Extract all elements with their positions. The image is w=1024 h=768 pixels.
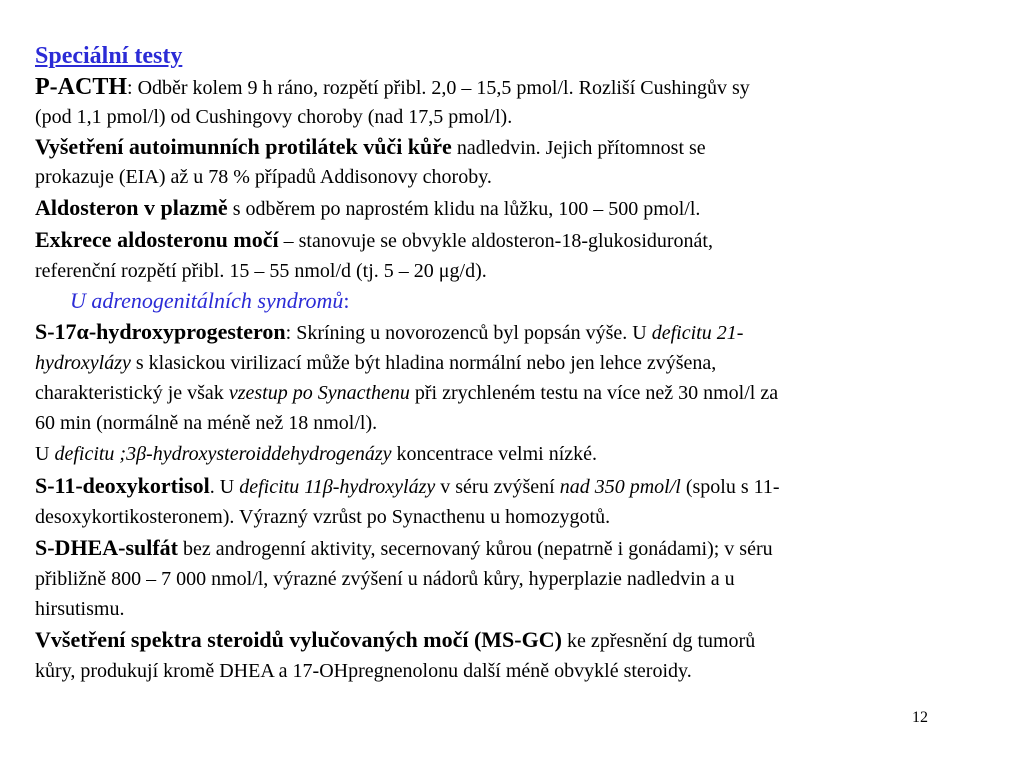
autoimmune-text-1: nadledvin. Jejich přítomnost se xyxy=(451,137,706,159)
s17-label: S-17α-hydroxyprogesteron xyxy=(35,319,286,344)
dhea-line-3 xyxy=(35,594,1000,624)
msgc-line-2 xyxy=(35,656,1000,686)
s11-text-1: . U xyxy=(209,476,240,498)
pacth-colon: : xyxy=(127,77,133,99)
msgc-text-2: kůry, produkují kromě DHEA a 17-OHpregnenolonu další méně obvyklé steroidy. xyxy=(35,660,692,682)
msgc-text-1: ke zpřesnění dg tumorů xyxy=(561,630,756,652)
s11-line-1 xyxy=(35,470,1000,502)
aldosterone-urine-text-2: referenční rozpětí přibl. 15 – 55 nmol/d (tj. 5 – 20 μg/d). xyxy=(35,260,487,282)
s17-line-1 xyxy=(35,316,1000,348)
aldosterone-urine-text-1: – stanovuje se obvykle aldosteron-18-glukosiduronát, xyxy=(278,230,713,252)
aldosterone-urine-line-1 xyxy=(35,224,1000,256)
dhea-label: S-DHEA-sulfát xyxy=(35,535,179,560)
subheading-text: U adrenogenitálních syndromů xyxy=(70,288,344,313)
s17-text-1: Skríning u novorozenců byl popsán výše. U xyxy=(291,322,652,344)
page-number: 12 xyxy=(912,709,928,726)
s17-text-3: charakteristický je však xyxy=(35,382,229,404)
dhea-text-1: bez androgenní aktivity, secernovaný kůrou (nepatrně i gonádami); v séru xyxy=(178,538,773,560)
s17-text-4: při zrychleném testu na více než 30 nmol/l za xyxy=(409,382,779,404)
aldosterone-urine-label: Exkrece aldosteronu močí xyxy=(35,227,279,252)
pacth-text-1: Odběr kolem 9 h ráno, rozpětí přibl. 2,0 – 15,5 pmol/l. Rozliší Cushingův sy xyxy=(132,77,750,99)
s17-line-4 xyxy=(35,408,1000,438)
aldosterone-plasma-text: s odběrem po naprostém klidu na lůžku, 100 – 500 pmol/l. xyxy=(227,198,701,220)
s17-colon: : xyxy=(285,322,292,344)
dhea-line-2 xyxy=(35,564,1000,594)
s11-line-2 xyxy=(35,502,1000,532)
autoimmune-label: Vyšetření autoimunních protilátek vůči kůře xyxy=(35,134,452,159)
s17-line-3 xyxy=(35,378,1000,408)
aldosterone-plasma-label: Aldosteron v plazmě xyxy=(35,195,228,220)
subheading xyxy=(35,288,349,313)
beta3-line xyxy=(35,438,1000,470)
slide-title: Speciální testy xyxy=(35,43,183,69)
pacth-label: P-ACTH xyxy=(35,74,127,100)
autoimmune-text-2: prokazuje (EIA) až u 78 % případů Addisonovy choroby. xyxy=(35,166,492,188)
s17-text-5: 60 min (normálně na méně než 18 nmol/l). xyxy=(35,412,378,434)
msgc-line-1 xyxy=(35,624,1000,656)
aldosterone-urine-line-2 xyxy=(35,256,1000,286)
s17-text-2: s klasickou virilizací může být hladina normální nebo jen lehce zvýšena, xyxy=(130,352,717,374)
pacth-text-2: (pod 1,1 pmol/l) od Cushingovy choroby (nad 17,5 pmol/l). xyxy=(35,106,513,128)
dhea-text-3: hirsutismu. xyxy=(35,598,125,620)
s11-italic-2: nad 350 pmol/l xyxy=(559,476,681,498)
s17-italic-2: hydroxylázy xyxy=(35,352,131,374)
slide-content xyxy=(35,40,1000,686)
s11-label: S-11-deoxykortisol xyxy=(35,473,210,498)
dhea-text-2: přibližně 800 – 7 000 nmol/l, výrazné zvýšení u nádorů kůry, hyperplazie nadledvin a u xyxy=(35,568,735,590)
aldosterone-plasma-line xyxy=(35,192,1000,224)
msgc-label: Vvšetření spektra steroidů vylučovaných močí (MS-GC) xyxy=(35,627,562,652)
pacth-line-1 xyxy=(35,72,1000,102)
s17-italic-3: vzestup po Synacthenu xyxy=(228,382,410,404)
autoimmune-line-2 xyxy=(35,162,1000,192)
subheading-colon: : xyxy=(343,288,350,313)
s11-text-4: desoxykortikosteronem). Výrazný vzrůst po Synacthenu u homozygotů. xyxy=(35,506,611,528)
s17-italic-1: deficitu 21- xyxy=(651,322,744,344)
autoimmune-line-1 xyxy=(35,132,1000,162)
beta3-prefix: U xyxy=(35,443,55,465)
s17-line-2 xyxy=(35,348,1000,378)
title-line xyxy=(35,40,1000,72)
dhea-line-1 xyxy=(35,532,1000,564)
pacth-line-2 xyxy=(35,102,1000,132)
s11-text-3: (spolu s 11- xyxy=(680,476,780,498)
beta3-italic: deficitu ;3β-hydroxysteroiddehydrogenázy xyxy=(54,443,392,465)
s11-text-2: v séru zvýšení xyxy=(435,476,560,498)
s11-italic-1: deficitu 11β-hydroxylázy xyxy=(239,476,436,498)
subheading-line xyxy=(35,286,1000,316)
beta3-text: koncentrace velmi nízké. xyxy=(391,443,598,465)
